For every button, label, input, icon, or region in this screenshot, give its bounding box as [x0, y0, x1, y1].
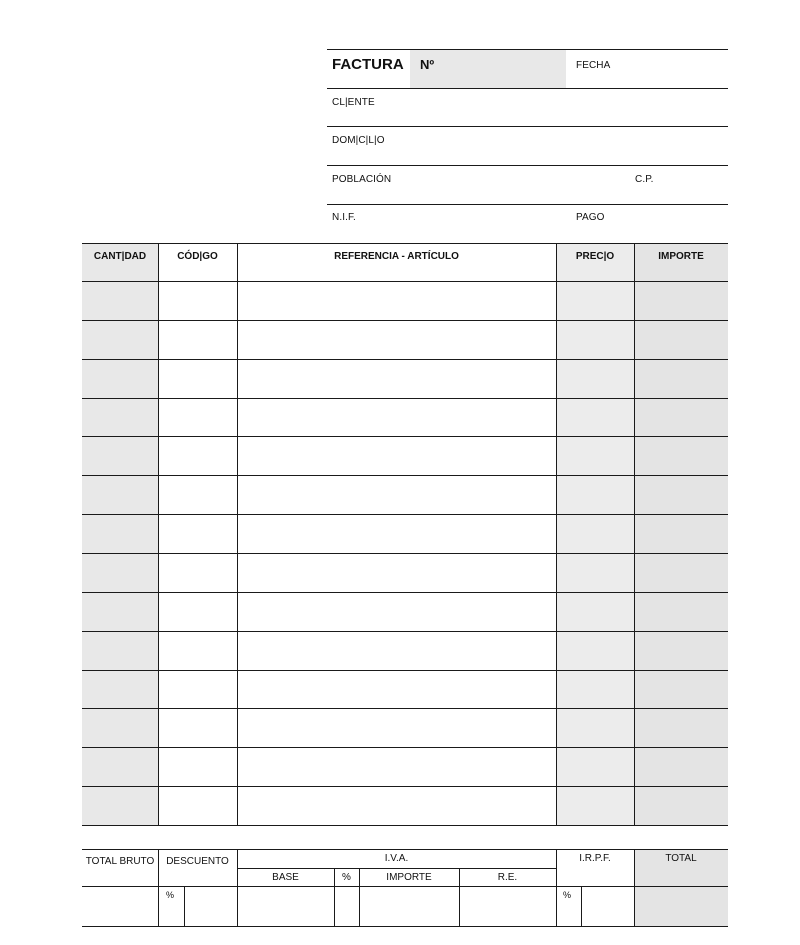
- postal-code-label: C.P.: [635, 174, 654, 185]
- iva-percent-label: %: [342, 872, 351, 883]
- table-row-line: [82, 320, 728, 321]
- totals-top-line: [82, 849, 728, 850]
- table-row-line: [82, 281, 728, 282]
- table-row-line: [82, 786, 728, 787]
- table-row-line: [82, 592, 728, 593]
- iva-importe-label: IMPORTE: [386, 872, 432, 883]
- table-top-line: [82, 243, 728, 244]
- table-row-line: [82, 436, 728, 437]
- invoice-number-label: Nº: [420, 57, 435, 72]
- column-header-price: PREC|O: [575, 251, 615, 262]
- col-divider-4: [634, 243, 635, 825]
- column-header-amount: IMPORTE: [658, 251, 704, 262]
- table-row-line: [82, 747, 728, 748]
- table-row-line: [82, 475, 728, 476]
- amount-column-shade: [635, 243, 728, 825]
- irpf-pct-divider: [581, 886, 582, 927]
- city-label: POBLACIÓN: [332, 174, 392, 185]
- discount-pct-divider: [184, 886, 185, 927]
- date-label: FECHA: [576, 60, 611, 71]
- iva-header-divider: [237, 868, 557, 869]
- header-line-3: [327, 165, 728, 166]
- irpf-label: I.R.P.F.: [579, 853, 611, 864]
- iva-base-label: BASE: [272, 872, 299, 883]
- totals-bottom-line: [82, 926, 728, 927]
- total-bruto-label: TOTAL BRUTO: [85, 856, 155, 867]
- table-row-line: [82, 553, 728, 554]
- table-row-line: [82, 708, 728, 709]
- quantity-column-shade: [82, 243, 158, 825]
- address-label: DOM|C|L|O: [332, 135, 385, 146]
- col-divider-3: [556, 243, 557, 825]
- table-row-line: [82, 670, 728, 671]
- client-label: CL|ENTE: [332, 97, 375, 108]
- table-row-line: [82, 825, 728, 826]
- invoice-title: FACTURA: [332, 56, 404, 73]
- column-header-quantity: CANT|DAD: [93, 251, 147, 262]
- irpf-percent-sign: %: [563, 890, 572, 900]
- column-header-reference: REFERENCIA - ARTÍCULO: [334, 251, 459, 262]
- table-row-line: [82, 359, 728, 360]
- header-line-1: [327, 88, 728, 89]
- iva-label: I.V.A.: [384, 853, 409, 864]
- totals-mid-line: [82, 886, 728, 887]
- table-row-line: [82, 631, 728, 632]
- col-divider-1: [158, 243, 159, 825]
- col-divider-2: [237, 243, 238, 825]
- discount-label: DESCUENTO: [166, 856, 229, 867]
- nif-label: N.I.F.: [332, 212, 356, 223]
- iva-re-label: R.E.: [497, 872, 518, 883]
- header-line-2: [327, 126, 728, 127]
- total-label: TOTAL: [665, 853, 697, 864]
- table-row-line: [82, 398, 728, 399]
- column-header-code: CÓD|GO: [177, 251, 218, 262]
- table-row-line: [82, 514, 728, 515]
- discount-percent-sign: %: [166, 890, 175, 900]
- header-top-line: [327, 49, 728, 50]
- header-line-4: [327, 204, 728, 205]
- payment-label: PAGO: [576, 212, 605, 223]
